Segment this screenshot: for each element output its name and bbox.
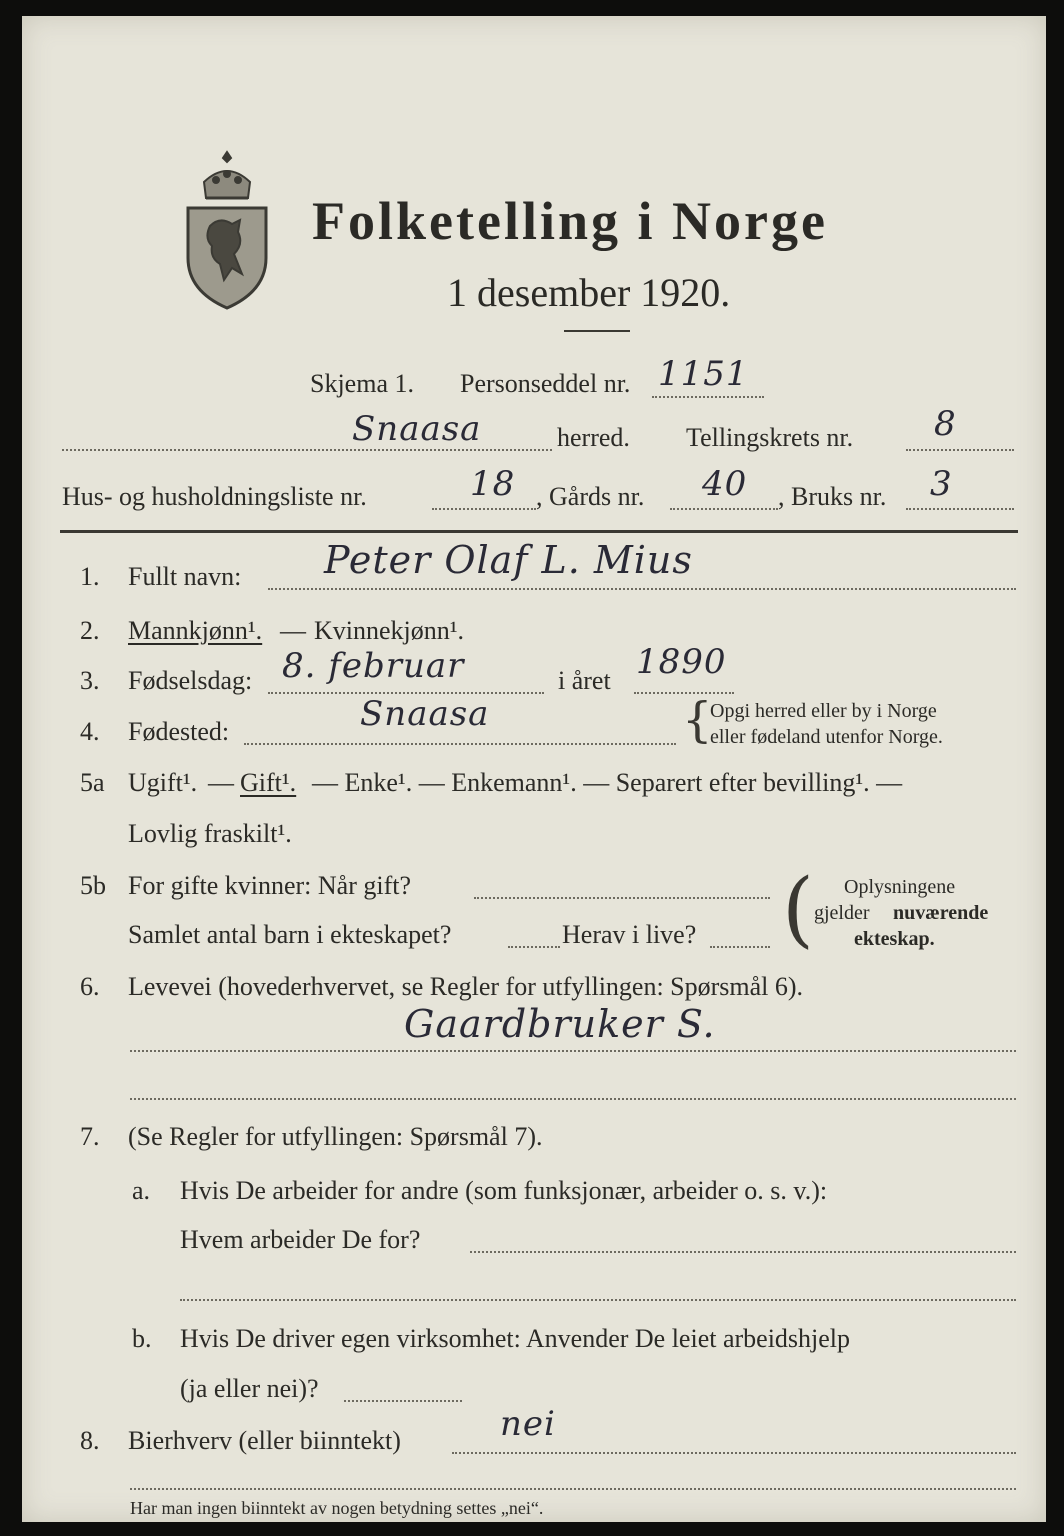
occupation-value: Gaardbruker S. — [404, 1002, 716, 1046]
gards-value: 40 — [702, 464, 748, 504]
employer-line2 — [180, 1299, 1016, 1301]
census-date: 1 desember 1920. — [447, 270, 731, 315]
hus-line — [432, 508, 536, 510]
footer-note: Har man ingen biinntekt av nogen betydning settes „nei“. — [130, 1498, 544, 1518]
male-option: Mannkjønn¹. — [128, 616, 263, 645]
bruks-label: , Bruks nr. — [778, 482, 887, 511]
side-income-line — [452, 1452, 1016, 1454]
q3-number: 3. — [80, 666, 100, 695]
hired-help-line — [344, 1400, 462, 1402]
q4-brace: { — [682, 692, 713, 748]
herred-line — [62, 449, 552, 451]
q7a-letter: a. — [132, 1176, 151, 1205]
title-divider — [564, 330, 630, 332]
form-title: Folketelling i Norge — [312, 191, 828, 251]
bruks-line — [906, 508, 1014, 510]
schema-label: Skjema 1. — [310, 369, 414, 398]
bruks-value: 3 — [930, 464, 953, 504]
year-label: i året — [558, 666, 611, 695]
norwegian-coat-of-arms-icon — [182, 146, 272, 311]
q1-label: Fullt navn: — [128, 562, 242, 591]
q5b-number: 5b — [80, 871, 106, 900]
when-married-line — [474, 897, 770, 899]
q7b-question: (ja eller nei)? — [180, 1374, 319, 1403]
employer-line1 — [470, 1251, 1016, 1253]
q7b-letter: b. — [132, 1324, 152, 1353]
full-name-value: Peter Olaf L. Mius — [324, 538, 693, 582]
unmarried-option: Ugift¹. — [128, 768, 198, 797]
tellingskrets-line — [906, 449, 1014, 451]
occupation-line1 — [130, 1050, 1016, 1052]
herred-label: herred. — [557, 423, 630, 452]
q7b-text: Hvis De driver egen virksomhet: Anvender De leiet arbeidshjelp — [180, 1324, 851, 1353]
birthday-value: 8. februar — [282, 646, 465, 686]
q6-label: Levevei (hovederhvervet, se Regler for utfyllingen: Spørsmål 6). — [128, 972, 804, 1001]
q5b-note-line2b: nuværende — [893, 902, 989, 924]
q5a-number: 5a — [80, 768, 105, 797]
q7a-question: Hvem arbeider De for? — [180, 1225, 421, 1254]
q5b-when-married-label: For gifte kvinner: Når gift? — [128, 871, 412, 900]
q4-number: 4. — [80, 717, 100, 746]
tellingskrets-value: 8 — [934, 404, 957, 444]
living-line — [710, 946, 770, 948]
side-income-value: nei — [500, 1404, 556, 1444]
birthplace-line — [244, 743, 676, 745]
gards-line — [670, 508, 778, 510]
q1-number: 1. — [80, 562, 100, 591]
children-line — [508, 946, 560, 948]
q2-number: 2. — [80, 616, 100, 645]
tellingskrets-label: Tellingskrets nr. — [686, 423, 854, 452]
census-form-page — [22, 16, 1046, 1522]
q5b-note-line2a: gjelder — [814, 902, 870, 924]
q5b-bracket: ( — [782, 862, 814, 957]
q4-note-line2: eller fødeland utenfor Norge. — [710, 726, 943, 748]
herred-value: Snaasa — [352, 409, 482, 449]
personseddel-number: 1151 — [658, 354, 749, 394]
q7-label: (Se Regler for utfyllingen: Spørsmål 7). — [128, 1122, 543, 1151]
divorced-option: Lovlig fraskilt¹. — [128, 819, 292, 848]
hus-label: Hus- og husholdningsliste nr. — [62, 482, 367, 511]
birthplace-value: Snaasa — [360, 694, 490, 734]
gards-label: , Gårds nr. — [536, 482, 645, 511]
birth-year-value: 1890 — [636, 642, 727, 682]
q2-separator: — — [280, 616, 306, 645]
q4-label: Fødested: — [128, 717, 230, 746]
q5a-separator: — — [208, 768, 234, 797]
q5b-note-line3: ekteskap. — [854, 928, 935, 950]
side-income-line2 — [130, 1488, 1016, 1490]
hus-value: 18 — [470, 464, 516, 504]
q3-label: Fødselsdag: — [128, 666, 253, 695]
q4-note-line1: Opgi herred eller by i Norge — [710, 700, 937, 722]
q6-number: 6. — [80, 972, 100, 1001]
personseddel-line — [652, 396, 764, 398]
q7-number: 7. — [80, 1122, 100, 1151]
q5b-children-label: Samlet antal barn i ekteskapet? — [128, 920, 452, 949]
married-option: Gift¹. — [240, 768, 297, 797]
q7a-text: Hvis De arbeider for andre (som funksjonær, arbeider o. s. v.): — [180, 1176, 828, 1205]
q1-line — [268, 588, 1016, 590]
female-option: Kvinnekjønn¹. — [314, 616, 465, 645]
q8-number: 8. — [80, 1426, 100, 1455]
occupation-line2 — [130, 1098, 1016, 1100]
header-divider — [60, 530, 1018, 533]
q8-label: Bierhverv (eller biinntekt) — [128, 1426, 401, 1455]
q5a-other-options: — Enke¹. — Enkemann¹. — Separert efter bevilling¹. — — [312, 768, 903, 797]
q5b-note-line1: Oplysningene — [844, 876, 956, 898]
q5b-living-label: Herav i live? — [562, 920, 697, 949]
personseddel-label: Personseddel nr. — [460, 369, 631, 398]
